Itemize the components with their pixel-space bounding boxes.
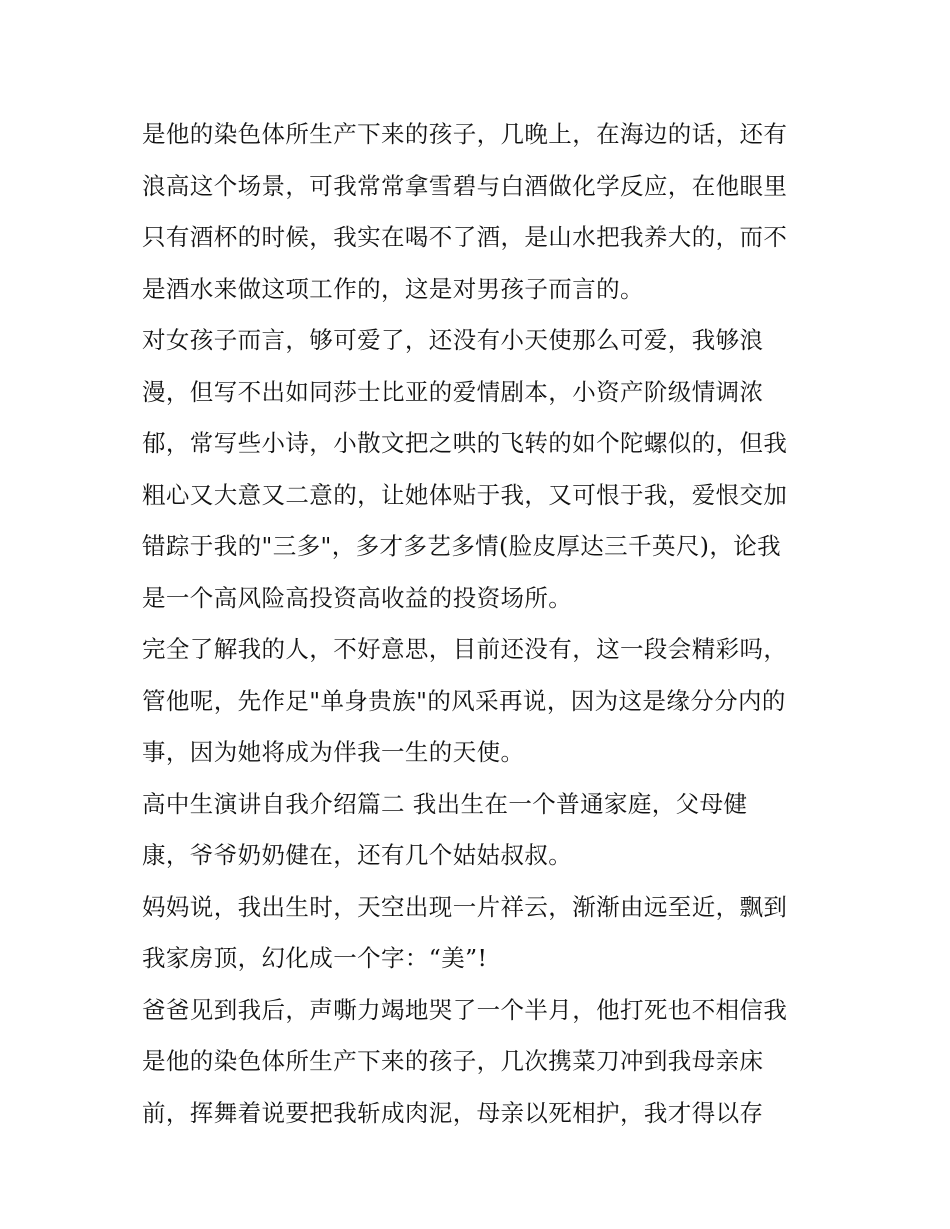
text-line: 是一个高风险高投资高收益的投资场所。 xyxy=(142,583,573,612)
text-line: 是酒水来做这项工作的，这是对男孩子而言的。 xyxy=(142,274,644,303)
text-line: 是他的染色体所生产下来的孩子，几次携菜刀冲到我母亲床 xyxy=(142,1047,764,1075)
body-text xyxy=(142,109,822,1139)
text-line: 漫，但写不出如同莎士比亚的爱情剧本，小资产阶级情调浓 xyxy=(142,377,764,406)
text-line: 事，因为她将成为伴我一生的天使。 xyxy=(142,738,525,766)
text-line: 爸爸见到我后，声嘶力竭地哭了一个半月，他打死也不相信我 xyxy=(142,995,788,1024)
text-line: 前，挥舞着说要把我斩成肉泥，母亲以死相护，我才得以存 xyxy=(142,1098,764,1127)
text-line: 我家房顶，幻化成一个字：“美”! xyxy=(142,944,488,972)
text-line: 郁，常写些小诗，小散文把之哄的飞转的如个陀螺似的，但我 xyxy=(142,429,788,457)
text-line: 粗心又大意又二意的，让她体贴于我，又可恨于我，爱恨交加 xyxy=(142,480,788,509)
text-line: 只有酒杯的时候，我实在喝不了酒，是山水把我养大的，而不 xyxy=(142,223,788,251)
text-line: 妈妈说，我出生时，天空出现一片祥云，渐渐由远至近，飘到 xyxy=(142,892,788,921)
text-line: 康，爷爷奶奶健在，还有几个姑姑叔叔。 xyxy=(142,841,573,869)
text-line: 高中生演讲自我介绍篇二 我出生在一个普通家庭，父母健 xyxy=(142,789,748,818)
text-line: 管他呢，先作足"单身贵族"的风采再说，因为这是缘分分内的 xyxy=(142,686,786,715)
text-line: 对女孩子而言，够可爱了，还没有小天使那么可爱，我够浪 xyxy=(142,326,764,354)
text-line: 错踪于我的"三多"，多才多艺多情(脸皮厚达三千英尺)，论我 xyxy=(142,532,782,560)
text-line: 浪高这个场景，可我常常拿雪碧与白酒做化学反应，在他眼里 xyxy=(142,171,788,200)
text-line: 完全了解我的人，不好意思，目前还没有，这一段会精彩吗， xyxy=(142,635,788,663)
text-line: 是他的染色体所生产下来的孩子，几晚上，在海边的话，还有 xyxy=(142,120,788,148)
